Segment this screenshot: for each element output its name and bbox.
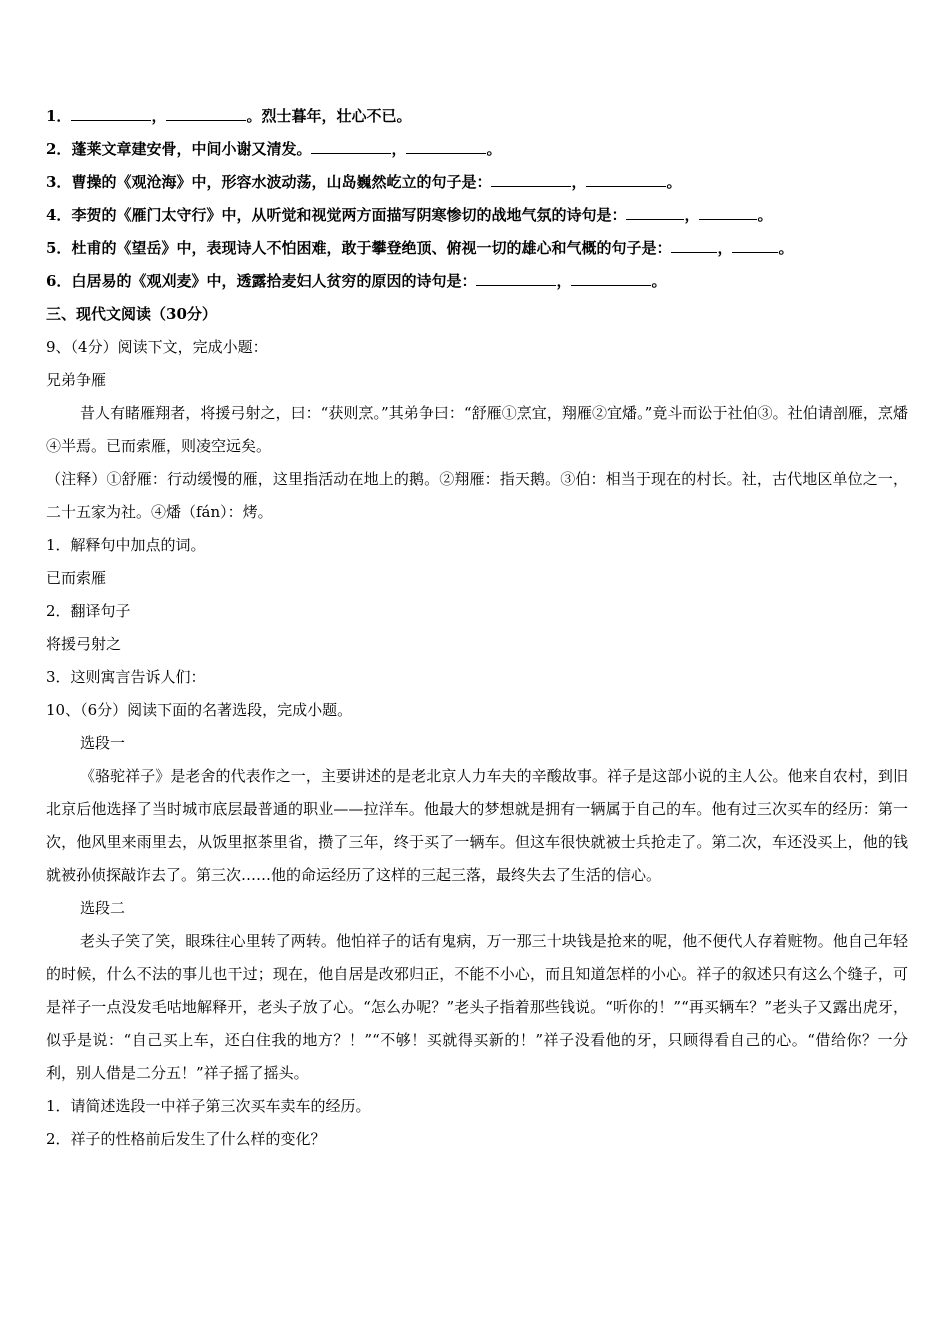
sub-question-2: 2．翻译句子 <box>46 602 131 620</box>
item-tail: 。 <box>486 140 502 158</box>
answer-blank[interactable] <box>626 205 684 220</box>
item-number: 3． <box>46 173 72 191</box>
item-tail: 。烈士暮年，壮心不已。 <box>246 107 412 125</box>
segment-1-text: 《骆驼祥子》是老舍的代表作之一，主要讲述的是老北京人力车夫的辛酸故事。祥子是这部小说的主人公。他来自农村，到旧北京后他选择了当时城市底层最普通的职业——拉洋车。他最大的梦想就是拥有一辆属于自己的车。他有过三次买车的经历：第一次，他风里来雨里去，从饭里抠茶里省，攒了三年，终于买了一辆车。但这车很快就被士兵抢走了。第二次，车还没买上，他的钱就被孙侦探敲诈去了。第三次……他的命运经历了这样的三起三落，最终失去了生活的信心。 <box>46 767 908 884</box>
sub-question-2-item: 将援弓射之 <box>46 635 122 653</box>
answer-blank[interactable] <box>671 238 717 253</box>
item-tail: 。 <box>778 239 794 257</box>
answer-blank[interactable] <box>71 106 151 121</box>
separator: ， <box>717 239 733 257</box>
item-text: 曹操的《观沧海》中，形容水波动荡，山岛巍然屹立的句子是： <box>71 173 492 191</box>
item-number: 6． <box>46 272 72 290</box>
section-heading: 三、现代文阅读（30分） <box>46 305 217 323</box>
sub-question-3: 3．这则寓言告诉人们： <box>46 668 206 686</box>
item-text: 杜甫的《望岳》中，表现诗人不怕困难，敢于攀登绝顶、俯视一切的雄心和气概的句子是： <box>71 239 672 257</box>
document-page <box>46 100 908 1156</box>
answer-blank[interactable] <box>491 172 571 187</box>
passage-title: 兄弟争雁 <box>46 371 107 389</box>
blank-item-3 <box>46 166 908 199</box>
question-10-sub-2: 2．祥子的性格前后发生了什么样的变化？ <box>46 1130 326 1148</box>
answer-blank[interactable] <box>166 106 246 121</box>
passage-note: （注释）①舒雁：行动缓慢的雁，这里指活动在地上的鹅。②翔雁：指天鹅。③伯：相当于现在的村长。社，古代地区单位之一，二十五家为社。④燔（fán）：烤。 <box>46 470 908 521</box>
separator: ， <box>684 206 700 224</box>
question-10-sub-1: 1．请简述选段一中祥子第三次买车卖车的经历。 <box>46 1097 371 1115</box>
question-10-header: 10、（6分）阅读下面的名著选段，完成小题。 <box>46 701 353 719</box>
passage-text: 昔人有睹雁翔者，将援弓射之，曰：“获则烹。”其弟争曰：“舒雁①烹宜，翔雁②宜燔。”竟斗而讼于社伯③。社伯请剖雁，烹燔④半焉。已而索雁，则凌空远矣。 <box>46 404 908 455</box>
separator: ， <box>391 140 407 158</box>
item-tail: 。 <box>651 272 667 290</box>
separator: ， <box>571 173 587 191</box>
item-tail: 。 <box>757 206 773 224</box>
question-9-header: 9、（4分）阅读下文，完成小题： <box>46 338 268 356</box>
sub-question-1: 1．解释句中加点的词。 <box>46 536 206 554</box>
item-number: 5． <box>46 239 72 257</box>
answer-blank[interactable] <box>311 139 391 154</box>
separator: ， <box>556 272 572 290</box>
answer-blank[interactable] <box>699 205 757 220</box>
segment-2-label: 选段二 <box>80 899 126 917</box>
item-text: 李贺的《雁门太守行》中，从听觉和视觉两方面描写阴寒惨切的战地气氛的诗句是： <box>71 206 627 224</box>
item-number: 4． <box>46 206 72 224</box>
item-tail: 。 <box>666 173 682 191</box>
blank-item-5 <box>46 232 908 265</box>
item-text: 蓬莱文章建安骨，中间小谢又清发。 <box>71 140 312 158</box>
sub-question-1-item: 已而索雁 <box>46 569 107 587</box>
segment-1-label: 选段一 <box>80 734 126 752</box>
blank-item-1 <box>46 100 908 133</box>
answer-blank[interactable] <box>586 172 666 187</box>
separator: ， <box>151 107 167 125</box>
answer-blank[interactable] <box>732 238 778 253</box>
item-number: 2． <box>46 140 72 158</box>
blank-item-6 <box>46 265 908 298</box>
answer-blank[interactable] <box>476 271 556 286</box>
answer-blank[interactable] <box>571 271 651 286</box>
segment-2-text: 老头子笑了笑，眼珠往心里转了两转。他怕祥子的话有鬼病，万一那三十块钱是抢来的呢，他不便代人存着赃物。他自己年轻的时候，什么不法的事儿也干过；现在，他自居是改邪归正，不能不小心，而且知道怎样的小心。祥子的叙述只有这么个缝子，可是祥子一点没发毛咕地解释开，老头子放了心。“怎么办呢？”老头子指着那些钱说。“听你的！”“再买辆车？”老头子又露出虎牙，似乎是说：“自己买上车，还白住我的地方？！”“不够！买就得买新的！”祥子没看他的牙，只顾得看自己的心。“借给你？一分利，别人借是二分五！”祥子摇了摇头。 <box>46 932 908 1082</box>
blank-item-4 <box>46 199 908 232</box>
item-text: 白居易的《观刈麦》中，透露拾麦妇人贫穷的原因的诗句是： <box>71 272 477 290</box>
answer-blank[interactable] <box>406 139 486 154</box>
blank-item-2 <box>46 133 908 166</box>
item-number: 1． <box>46 107 72 125</box>
